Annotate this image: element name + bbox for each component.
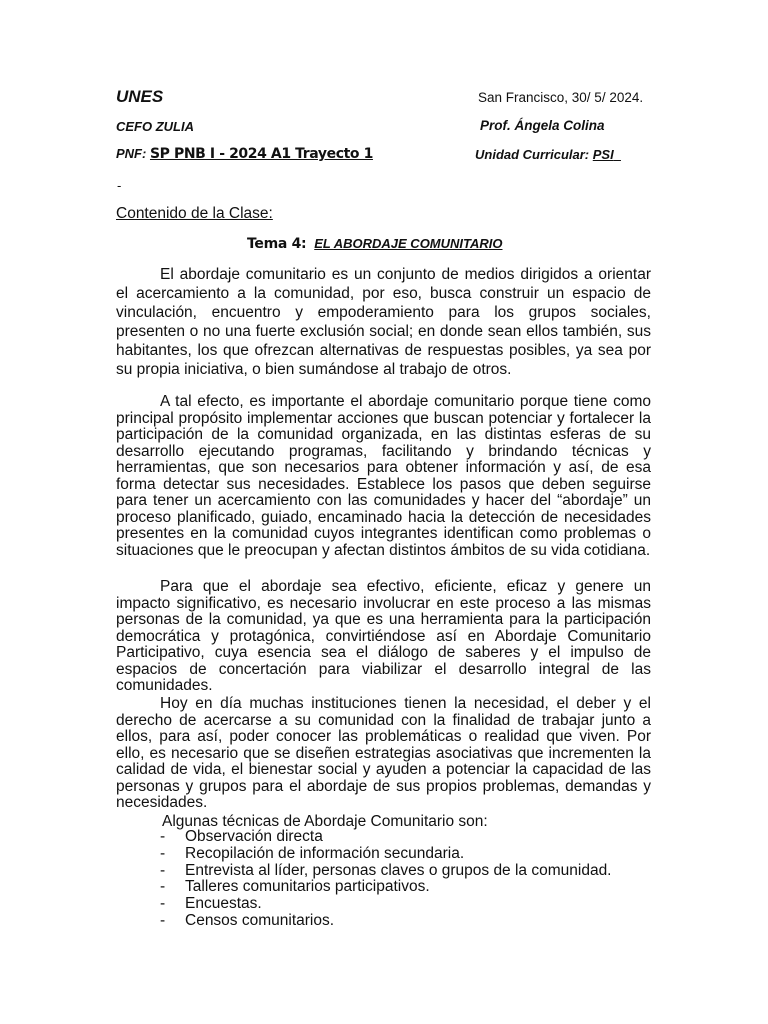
techniques-intro: Algunas técnicas de Abordaje Comunitario son: xyxy=(162,813,488,830)
topic-label: Tema 4: xyxy=(247,236,307,252)
list-item: - Recopilación de información secundaria. xyxy=(160,844,465,862)
topic-heading xyxy=(247,235,503,252)
institution-name: UNES xyxy=(116,87,164,106)
professor-name: Prof. Ángela Colina xyxy=(480,118,605,133)
unit-value: PSI xyxy=(592,147,614,162)
paragraph-3: Para que el abordaje sea efectivo, eficiente, eficaz y genere un impacto significativo, es necesario involucrar en este proceso a las mismas personas de la comunidad, ya que es una herramienta para la participación democrática y protagónica, convirtiéndose así en Abordaje Comunitario Participativo, cuya esencia sea el diálogo de saberes y el impulso de espacios de concertación para viabilizar el desarrollo integral de las comunidades. xyxy=(116,578,651,694)
paragraph-1: El abordaje comunitario es un conjunto de medios dirigidos a orientar el acercamiento a la comunidad, por eso, busca construir un espacio de vinculación, encuentro y empoderamiento para los grupos sociales, presenten o no una fuerte exclusión social; en donde sean ellos también, sus habitantes, los que ofrezcan alternativas de respuestas posibles, ya sea por su propia iniciativa, o bien sumándose al trabajo de otros. xyxy=(116,266,651,378)
topic-title: EL ABORDAJE COMUNITARIO xyxy=(314,236,503,251)
techniques-list xyxy=(160,829,612,930)
stray-dash: - xyxy=(117,178,122,193)
pnf-line xyxy=(116,146,373,162)
pnf-value: SP PNB I - 2024 A1 Trayecto 1 xyxy=(149,146,373,162)
list-item: - Encuestas. xyxy=(160,895,262,913)
unit-line xyxy=(475,147,621,162)
list-item: - Talleres comunitarios participativos. xyxy=(160,878,430,896)
section-heading: Contenido de la Clase: xyxy=(116,205,273,222)
date-line: San Francisco, 30/ 5/ 2024. xyxy=(478,90,644,105)
paragraph-4: Hoy en día muchas instituciones tienen la necesidad, el deber y el derecho de acercarse a su comunidad con la finalidad de trabajar junto a ellos, para así, poder conocer las problemáticas o realidad que viven. Por ello, es necesario que se diseñen estrategias asociativas que incrementen la calidad de vida, el bienestar social y ayuden a potenciar la capacidad de las personas y grupos para el abordaje de sus propios problemas, demandas y necesidades. xyxy=(116,695,651,811)
list-item: - Observación directa xyxy=(160,828,323,845)
list-item: - Censos comunitarios. xyxy=(160,911,335,929)
center-name: CEFO ZULIA xyxy=(116,119,194,134)
list-item: - Entrevista al líder, personas claves o grupos de la comunidad. xyxy=(160,861,612,879)
unit-label: Unidad Curricular: xyxy=(475,147,590,162)
pnf-label: PNF: xyxy=(116,146,147,161)
paragraph-2: A tal efecto, es importante el abordaje comunitario porque tiene como principal propósito implementar acciones que buscan potenciar y fortalecer la participación de la comunidad organizada, en las distintas esferas de su desarrollo ejecutando programas, facilitando y brindando técnicas y herramientas, que son necesarios para obtener información y así, de esa forma detectar sus necesidades. Establece los pasos que deben seguirse para tener un acercamiento con las comunidades y hacer del “abordaje” un proceso planificado, guiado, encaminado hacia la detección de necesidades presentes en la comunidad cuyos integrantes identifican como problemas o situaciones que le preocupan y afectan distintos ámbitos de su vida cotidiana. xyxy=(116,393,651,559)
